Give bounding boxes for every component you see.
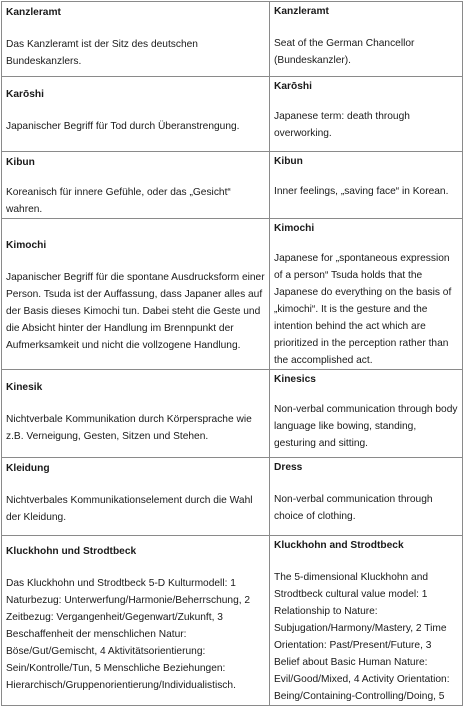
german-term: Kanzleramt xyxy=(6,7,61,18)
english-term: Kibun xyxy=(274,156,303,167)
german-definition: Nichtverbales Kommunikationselement durch die Wahl der Kleidung. xyxy=(6,495,253,523)
german-entry-cell xyxy=(2,219,270,370)
english-term: Kinesics xyxy=(274,374,316,385)
german-entry-cell xyxy=(2,458,270,536)
table-row xyxy=(2,2,463,77)
table-row xyxy=(2,219,463,370)
glossary-table xyxy=(1,1,463,706)
german-entry-cell xyxy=(2,77,270,152)
german-term: Kimochi xyxy=(6,240,47,251)
english-entry-cell xyxy=(270,152,463,219)
english-definition: Japanese term: death through overworking. xyxy=(274,111,410,139)
english-definition: Inner feelings, „saving face“ in Korean. xyxy=(274,186,449,197)
english-term: Kanzleramt xyxy=(274,6,329,17)
english-definition: The 5-dimensional Kluckhohn and Strodtbeck cultural value model: 1 Relationship to Nature: Subjugation/Harmony/Mastery, 2 Time Orientation: Past/Present/Future, 3 Belief about Basic Human Nature: Evil/Good/Mixed, 4 Activity Orientation: Being/Containing-Controlling/Doing, 5 xyxy=(274,572,450,702)
german-term: Kleidung xyxy=(6,463,50,474)
german-entry-cell xyxy=(2,2,270,77)
german-entry-cell xyxy=(2,370,270,458)
english-entry-cell xyxy=(270,77,463,152)
english-entry-cell xyxy=(270,2,463,77)
german-definition: Nichtverbale Kommunikation durch Körpersprache wie z.B. Verneigung, Gesten, Sitzen und Stehen. xyxy=(6,414,252,442)
english-entry-cell xyxy=(270,536,463,706)
english-term: Kluckhohn and Strodtbeck xyxy=(274,540,404,551)
german-definition: Das Kanzleramt ist der Sitz des deutschen Bundeskanzlers. xyxy=(6,39,198,67)
table-row xyxy=(2,536,463,706)
german-definition: Koreanisch für innere Gefühle, oder das „Gesicht“ wahren. xyxy=(6,187,231,215)
english-entry-cell xyxy=(270,370,463,458)
german-definition: Japanischer Begriff für die spontane Ausdrucksform einer Person. Tsuda ist der Auffassung, dass Japaner alles auf der Basis dieses Kimochi tun. Dabei steht die Geste und die Absicht hinter der Handlung im Brennpunkt der Aufmerksamkeit und nicht die vollzogene Handlung. xyxy=(6,272,265,351)
german-term: Karōshi xyxy=(6,89,44,100)
english-term: Dress xyxy=(274,462,303,473)
english-definition: Non-verbal communication through body language like bowing, standing, gesturing and sitting. xyxy=(274,404,458,449)
german-term: Kibun xyxy=(6,157,35,168)
english-definition: Japanese for „spontaneous expression of a person“ Tsuda holds that the Japanese do everything on the basis of „kimochi“. It is the gesture and the intention behind the act which are prioritized in the perception rather than the accomplished act. xyxy=(274,253,452,366)
table-row xyxy=(2,370,463,458)
german-term: Kinesik xyxy=(6,382,43,393)
german-term: Kluckhohn und Strodtbeck xyxy=(6,546,137,557)
german-entry-cell xyxy=(2,536,270,706)
english-definition: Non-verbal communication through choice of clothing. xyxy=(274,494,433,522)
german-definition: Japanischer Begriff für Tod durch Überanstrengung. xyxy=(6,121,240,132)
english-entry-cell xyxy=(270,219,463,370)
table-row xyxy=(2,152,463,219)
english-term: Kimochi xyxy=(274,223,315,234)
english-entry-cell xyxy=(270,458,463,536)
english-definition: Seat of the German Chancellor (Bundeskanzler). xyxy=(274,38,415,66)
table-row xyxy=(2,77,463,152)
german-definition: Das Kluckhohn und Strodtbeck 5-D Kulturmodell: 1 Naturbezug: Unterwerfung/Harmonie/Beherrschung, 2 Zeitbezug: Vergangenheit/Gegenwart/Zukunft, 3 Beschaffenheit der menschlichen Natur: Böse/Gut/Gemischt, 4 Aktivitätsorientierung: Sein/Kontrolle/Tun, 5 Menschliche Beziehungen: Hierarchisch/Gruppenorientierung/Individualistisch. xyxy=(6,578,251,691)
english-term: Karōshi xyxy=(274,81,312,92)
german-entry-cell xyxy=(2,152,270,219)
table-row xyxy=(2,458,463,536)
